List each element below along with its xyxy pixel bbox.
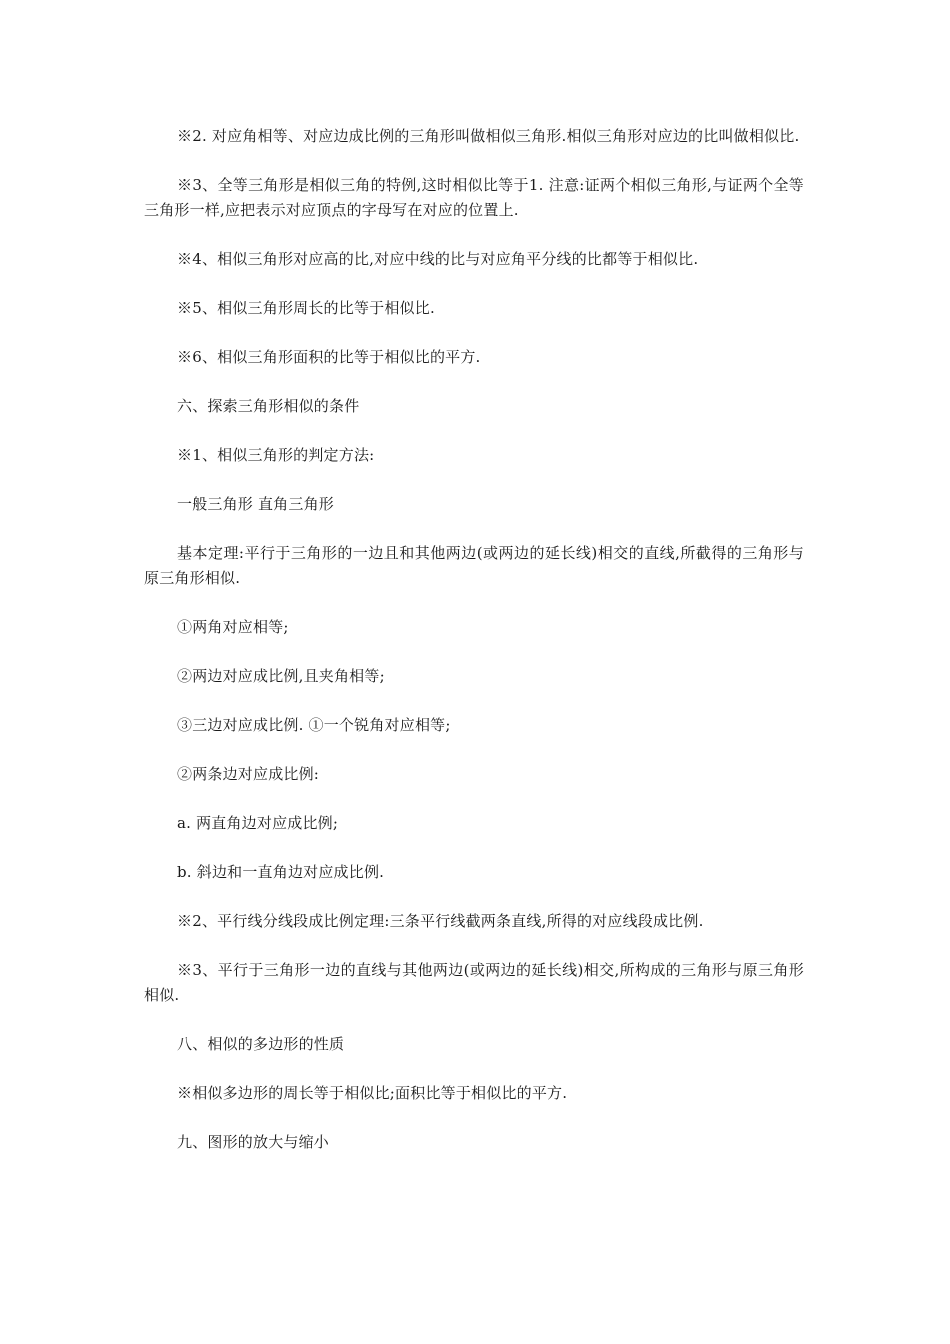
paragraph-height-median-bisector-ratio: ※4、相似三角形对应高的比,对应中线的比与对应角平分线的比都等于相似比. [177,250,699,268]
paragraph-basic-theorem: 基本定理:平行于三角形的一边且和其他两边(或两边的延长线)相交的直线,所截得的三角形与原三角形相似. [144,544,804,587]
paragraph-congruent-special-case: ※3、全等三角形是相似三角的特例,这时相似比等于1. 注意:证两个相似三角形,与证两个全等三角形一样,应把表示对应顶点的字母写在对应的位置上. [144,176,804,219]
criterion-two-angles: ①两角对应相等; [177,618,289,636]
paragraph-similar-triangle-definition: ※2. 对应角相等、对应边成比例的三角形叫做相似三角形.相似三角形对应边的比叫做相似比. [177,127,800,145]
paragraph-perimeter-ratio: ※5、相似三角形周长的比等于相似比. [177,299,435,317]
paragraph-polygon-properties: ※相似多边形的周长等于相似比;面积比等于相似比的平方. [177,1084,568,1102]
paragraph-parallel-side-theorem: ※3、平行于三角形一边的直线与其他两边(或两边的延长线)相交,所构成的三角形与原三角形相似. [144,961,804,1004]
criterion-three-sides: ③三边对应成比例. ①一个锐角对应相等; [177,716,451,734]
criterion-two-sides-right: ②两条边对应成比例: [177,765,320,783]
section-heading-nine: 九、图形的放大与缩小 [177,1133,330,1151]
section-heading-six: 六、探索三角形相似的条件 [177,397,360,415]
paragraph-triangle-types: 一般三角形 直角三角形 [177,495,334,513]
criterion-hypotenuse-leg: b. 斜边和一直角边对应成比例. [177,863,385,881]
paragraph-parallel-lines-theorem: ※2、平行线分线段成比例定理:三条平行线截两条直线,所得的对应线段成比例. [177,912,704,930]
paragraph-criteria-intro: ※1、相似三角形的判定方法: [177,446,375,464]
document-page [144,124,804,1179]
paragraph-area-ratio: ※6、相似三角形面积的比等于相似比的平方. [177,348,481,366]
criterion-legs: a. 两直角边对应成比例; [177,814,339,832]
criterion-two-sides-angle: ②两边对应成比例,且夹角相等; [177,667,385,685]
section-heading-eight: 八、相似的多边形的性质 [177,1035,345,1053]
